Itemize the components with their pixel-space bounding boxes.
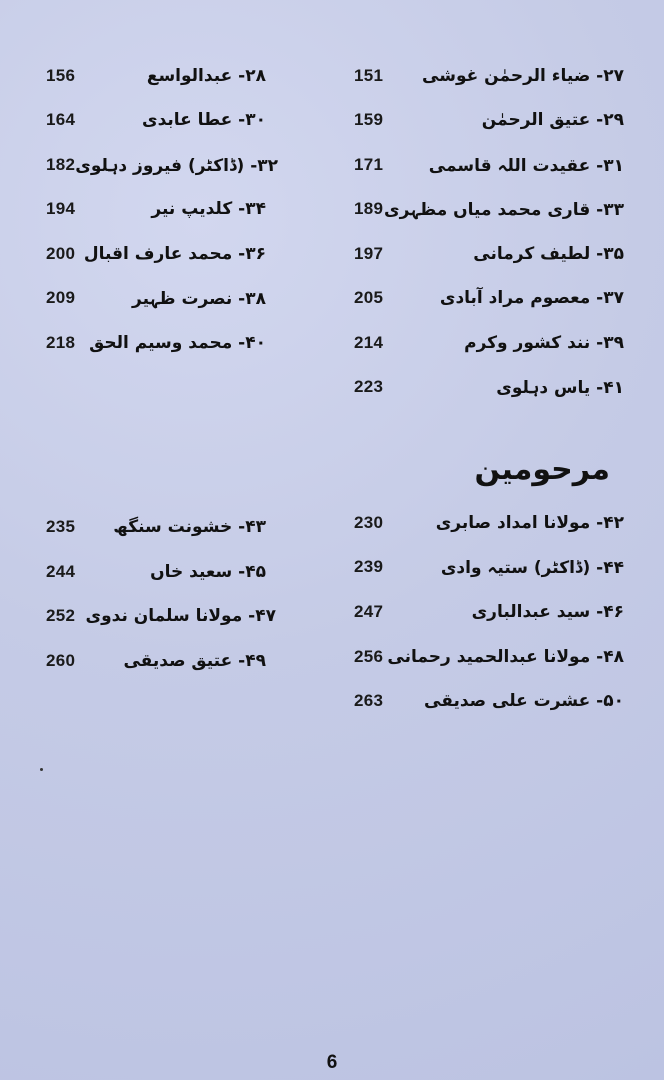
entry-title: ۴۸- مولانا عبدالحمید رحمانی (387, 647, 624, 667)
entry-title: ۴۳- خشونت سنگھ (113, 517, 266, 537)
toc-entry-29 (354, 103, 624, 137)
entry-title: ۳۸- نصرت ظہیر (132, 288, 266, 309)
toc-entry-28 (46, 59, 266, 93)
entry-page-number: 260 (46, 651, 76, 670)
entry-page-number: 189 (354, 199, 384, 218)
footer-page-number: 6 (326, 1052, 338, 1073)
toc-entry-48 (354, 640, 624, 674)
entry-page-number: 194 (46, 199, 76, 218)
toc-entry-42 (354, 506, 624, 540)
toc-entry-31 (354, 148, 624, 182)
entry-title: ۳۵- لطیف کرمانی (473, 244, 624, 264)
toc-entry-38 (46, 281, 266, 315)
entry-page-number: 205 (354, 288, 384, 307)
entry-title: ۲۸- عبدالواسع (146, 66, 266, 86)
entry-page-number: 235 (46, 517, 76, 536)
entry-title: ۴۰- محمد وسیم الحق (89, 333, 266, 353)
toc-entry-50 (354, 684, 624, 718)
entry-title: ۲۹- عتیق الرحمٰن (481, 110, 624, 130)
toc-entry-49 (46, 644, 266, 678)
entry-title: ۳۶- محمد عارف اقبال (83, 244, 266, 264)
toc-entry-43 (46, 510, 266, 544)
toc-entry-39 (354, 326, 624, 360)
entry-page-number: 156 (46, 66, 76, 85)
entry-title: ۳۷- معصوم مراد آبادی (439, 288, 624, 308)
entry-page-number: 171 (354, 155, 384, 174)
toc-entry-33 (354, 192, 624, 226)
entry-title: ۲۷- ضیاء الرحمٰن غوشی (422, 66, 624, 86)
entry-title: ۴۱- یاس دہلوی (496, 377, 624, 398)
entry-title: ۴۷- مولانا سلمان ندوی (85, 606, 276, 626)
entry-title: ۴۵- سعید خاں (150, 562, 266, 582)
entry-page-number: 151 (354, 66, 384, 85)
toc-entry-47 (46, 599, 276, 633)
entry-title: ۳۲- (ڈاکٹر) فیروز دہلوی (75, 155, 279, 176)
entry-title: ۳۳- قاری محمد میاں مظہری (384, 199, 624, 220)
entry-page-number: 200 (46, 244, 76, 263)
entry-page-number: 230 (354, 513, 384, 532)
entry-page-number: 197 (354, 244, 384, 263)
entry-page-number: 182 (46, 155, 76, 174)
entry-page-number: 218 (46, 333, 76, 352)
toc-entry-34 (46, 192, 266, 226)
toc-entry-32 (46, 148, 279, 182)
entry-page-number: 263 (354, 691, 384, 710)
toc-entry-35 (354, 237, 624, 271)
entry-title: ۴۶- سید عبدالباری (471, 602, 624, 622)
entry-page-number: 223 (354, 377, 384, 396)
toc-entry-27 (354, 59, 624, 93)
toc-entry-30 (46, 103, 266, 137)
entry-title: ۳۴- کلدیپ نیر (151, 199, 266, 219)
entry-title: ۴۲- مولانا امداد صابری (435, 513, 624, 533)
entry-title: ۳۹- نند کشور وکرم (464, 333, 624, 353)
entry-title: ۵۰- عشرت علی صدیقی (424, 691, 624, 711)
entry-title: ۳۱- عقیدت اللہ قاسمی (428, 155, 624, 176)
entry-title: ۴۴- (ڈاکٹر) ستیہ وادی (440, 557, 624, 578)
entry-page-number: 244 (46, 562, 76, 581)
toc-entry-44 (354, 550, 624, 584)
stray-mark (40, 768, 43, 771)
entry-page-number: 164 (46, 110, 76, 129)
toc-entry-41 (354, 370, 624, 404)
entry-page-number: 214 (354, 333, 384, 352)
entry-title: ۳۰- عطا عابدی (141, 110, 266, 130)
entry-page-number: 159 (354, 110, 384, 129)
toc-entry-46 (354, 595, 624, 629)
entry-page-number: 209 (46, 288, 76, 307)
toc-entry-45 (46, 555, 266, 589)
entry-title: ۴۹- عتیق صدیقی (123, 651, 266, 671)
section-heading-marhumeen: مرحومین (474, 452, 610, 487)
entry-page-number: 256 (354, 647, 384, 666)
toc-entry-40 (46, 326, 266, 360)
entry-page-number: 247 (354, 602, 384, 621)
entry-page-number: 252 (46, 606, 76, 625)
toc-entry-36 (46, 237, 266, 271)
toc-entry-37 (354, 281, 624, 315)
entry-page-number: 239 (354, 557, 384, 576)
